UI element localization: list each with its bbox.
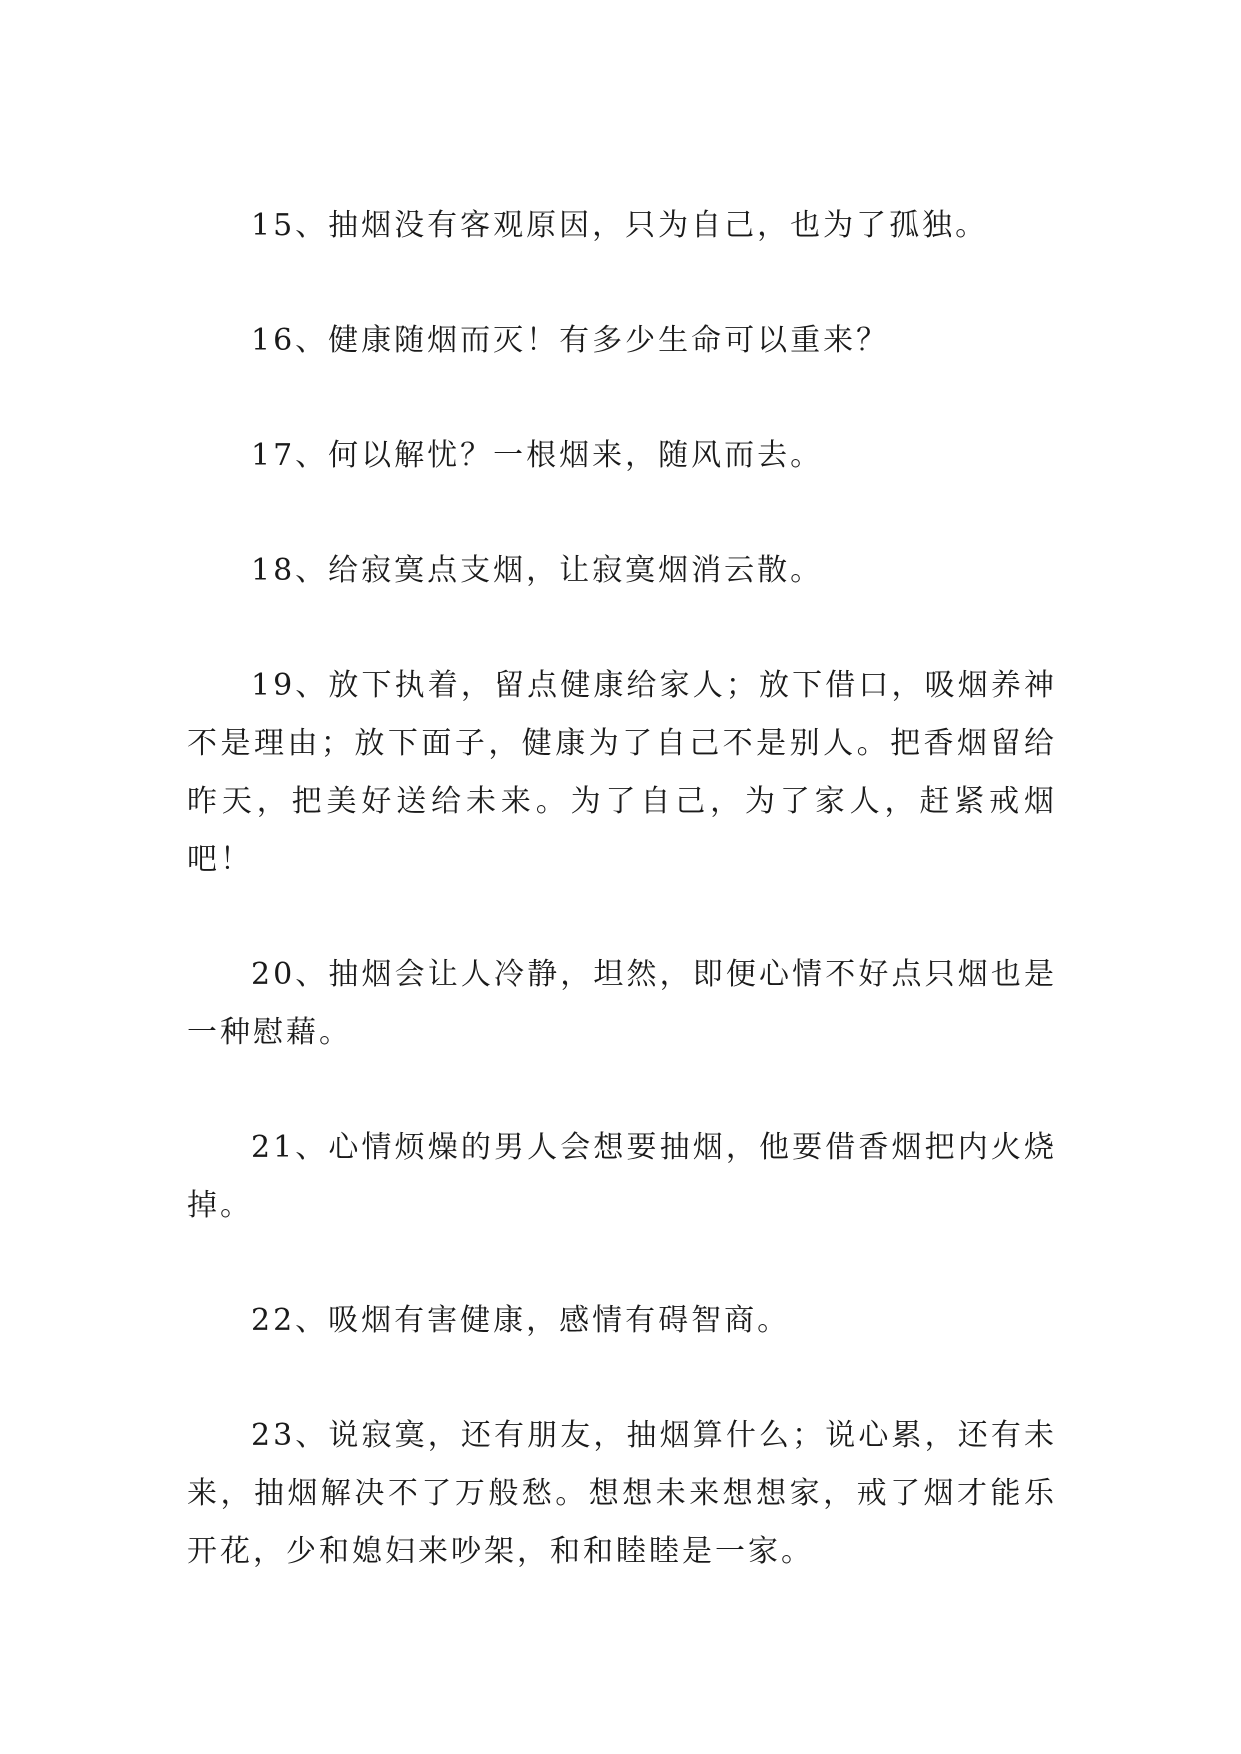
document-body <box>187 197 1057 1638</box>
list-item: 23、说寂寞，还有朋友，抽烟算什么；说心累，还有未来，抽烟解决不了万般愁。想想未来想想家，戒了烟才能乐开花，少和媳妇来吵架，和和睦睦是一家。 <box>187 1418 1057 1569</box>
list-item: 15、抽烟没有客观原因，只为自己，也为了孤独。 <box>251 208 989 243</box>
list-item: 18、给寂寞点支烟，让寂寞烟消云散。 <box>251 553 824 588</box>
list-item: 22、吸烟有害健康，感情有碍智商。 <box>251 1303 791 1338</box>
list-item: 17、何以解忧？一根烟来，随风而去。 <box>251 438 824 473</box>
list-item: 21、心情烦燥的男人会想要抽烟，他要借香烟把内火烧掉。 <box>187 1130 1057 1223</box>
list-item: 16、健康随烟而灭！有多少生命可以重来？ <box>251 323 890 358</box>
list-item: 19、放下执着，留点健康给家人；放下借口，吸烟养神不是理由；放下面子，健康为了自己不是别人。把香烟留给昨天，把美好送给未来。为了自己，为了家人，赶紧戒烟吧！ <box>187 668 1057 877</box>
list-item: 20、抽烟会让人冷静，坦然，即便心情不好点只烟也是一种慰藉。 <box>187 957 1057 1050</box>
